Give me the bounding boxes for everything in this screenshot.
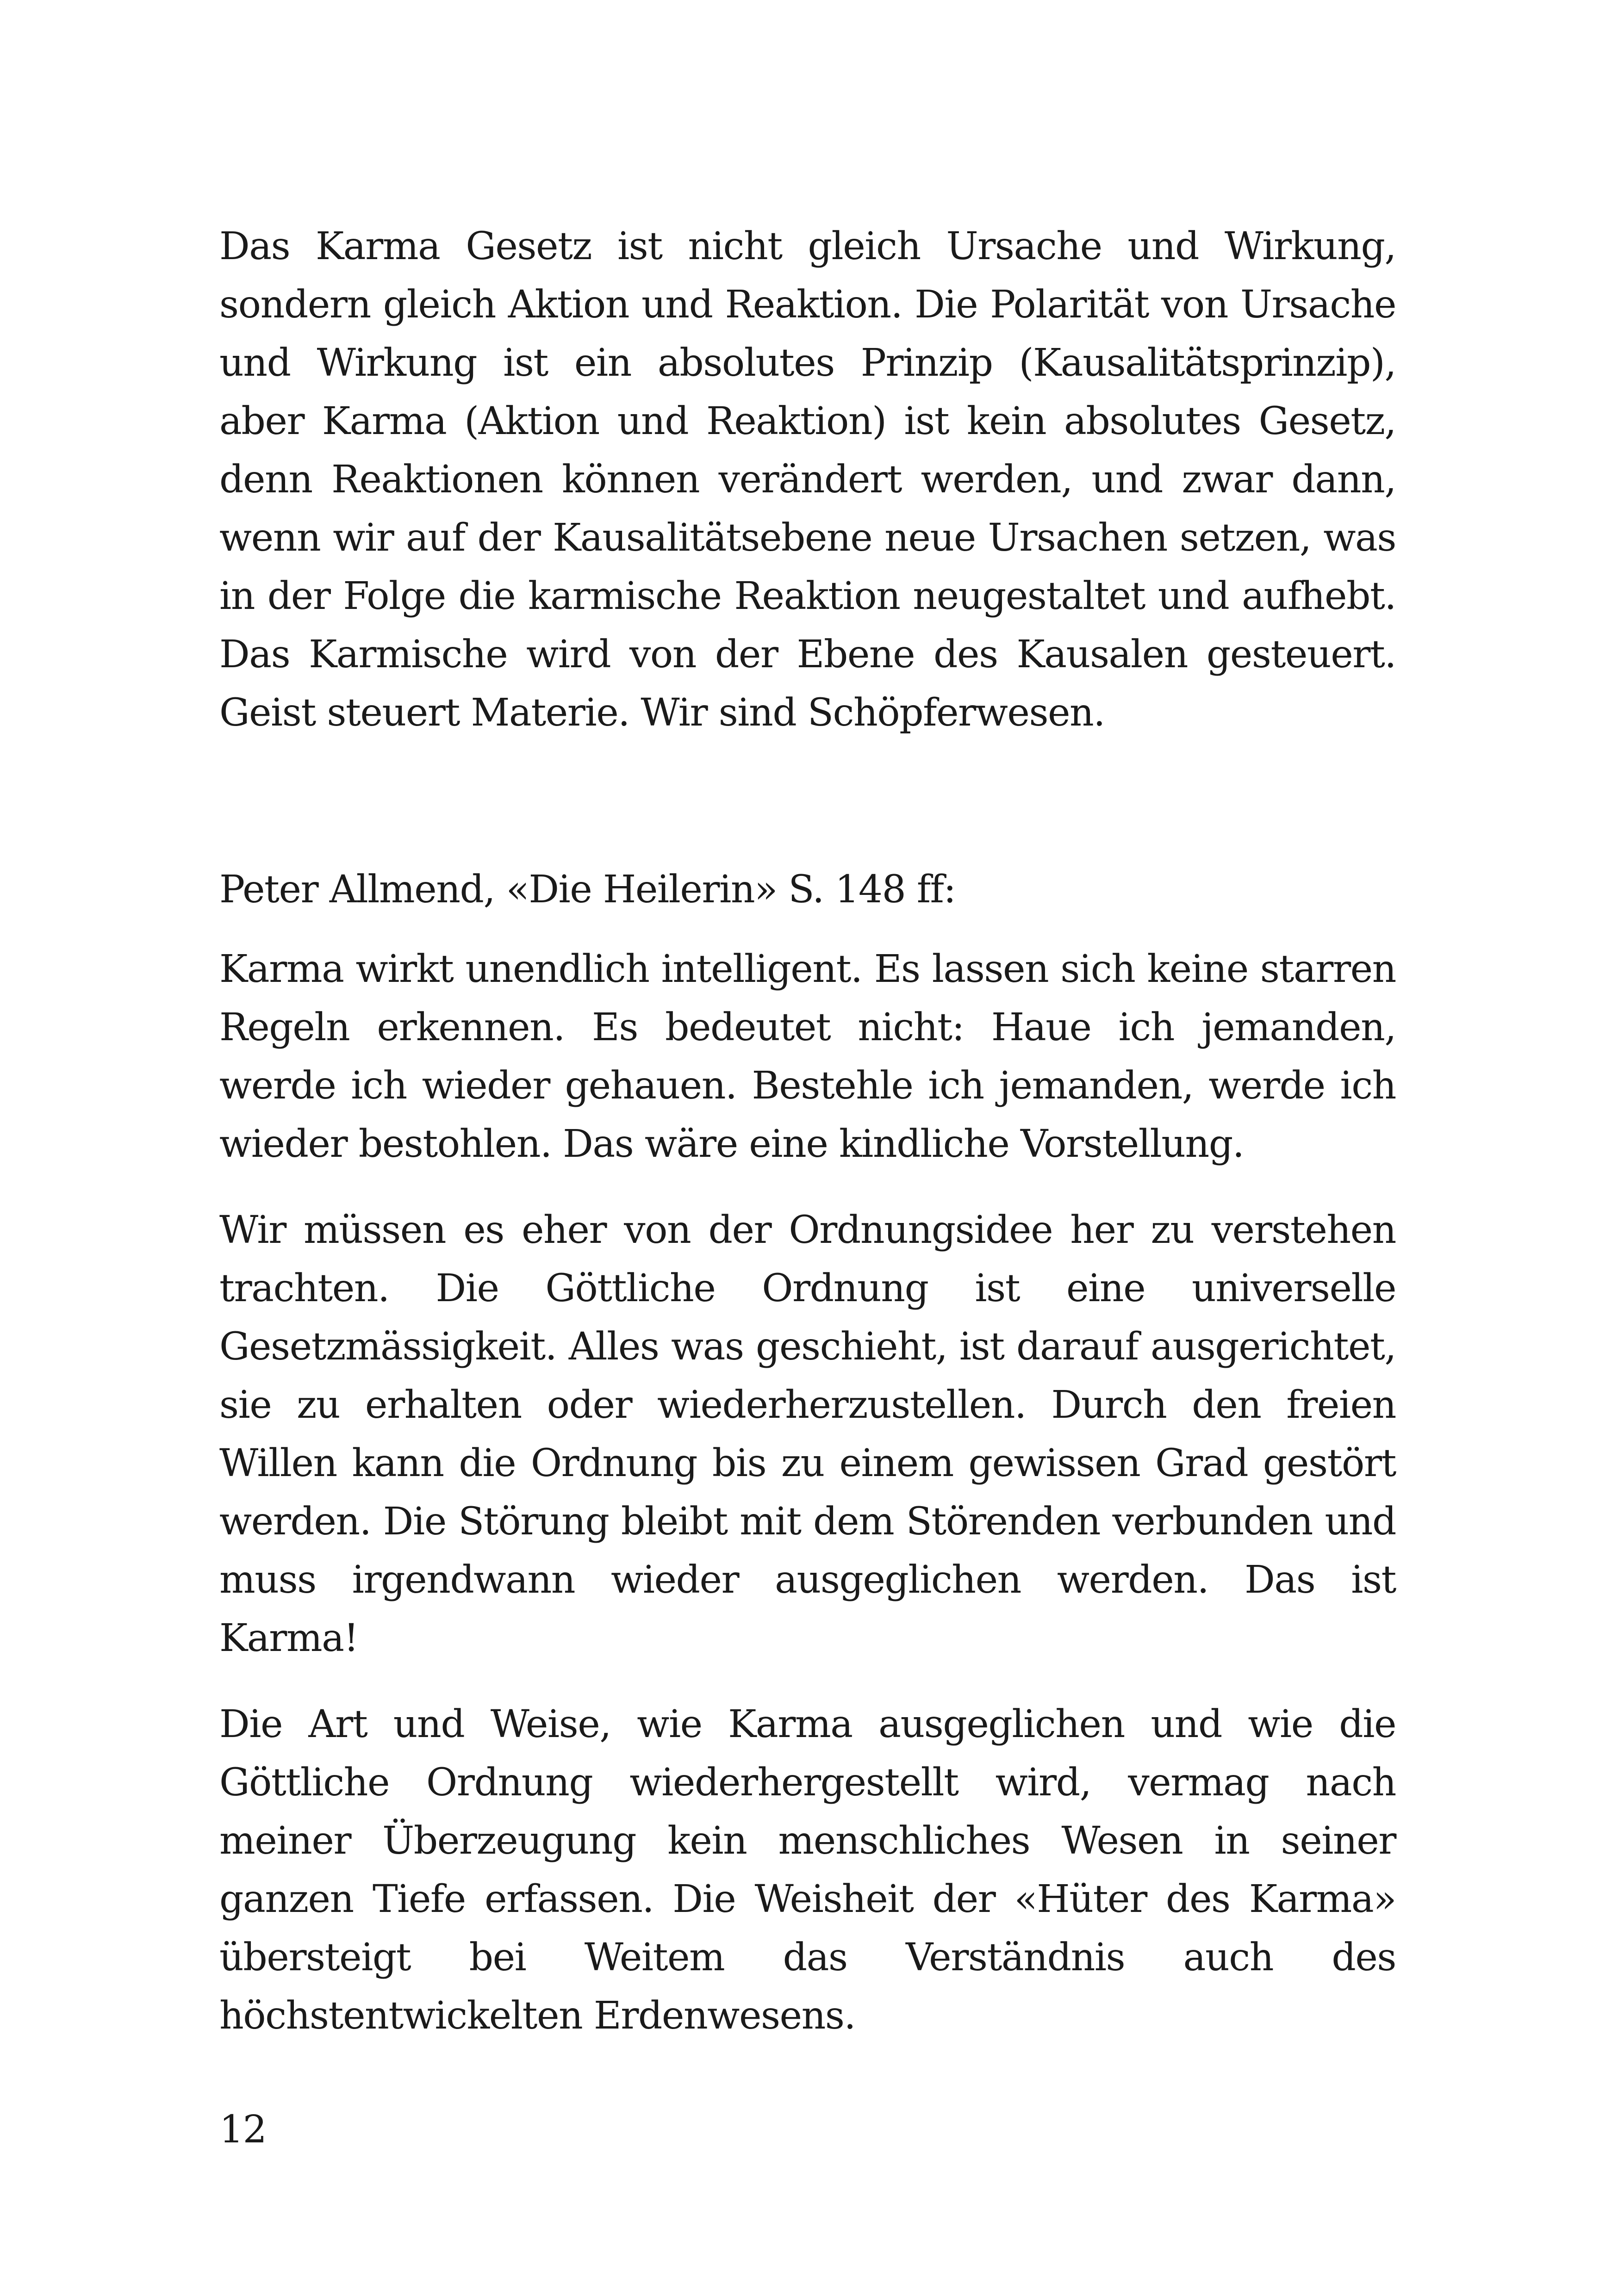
- page-number: 12: [219, 2108, 267, 2152]
- quote-paragraph: Die Art und Weise, wie Karma ausgeglichen und wie die Göttliche Ordnung wiederhergestellt wird, vermag nach meiner Überzeugung kein menschliches Wesen in seiner ganzen Tiefe erfassen. Die Weisheit der «Hüter des Karma» übersteigt bei Weitem das Verständnis auch des höchstentwickelten Erdenwesens.: [219, 1702, 1396, 2038]
- citation-section: [219, 861, 1396, 919]
- intro-paragraph: Das Karma Gesetz ist nicht gleich Ursache und Wirkung, sondern gleich Aktion und Reaktion. Die Polarität von Ursache und Wirkung ist ein absolutes Prinzip (Kausalitätsprinzip), aber Karma (Aktion und Reaktion) ist kein absolutes Gesetz, denn Reaktionen können verändert werden, und zwar dann, wenn wir auf der Kausalitätsebene neue Ursachen setzen, was in der Folge die karmische Reaktion neugestaltet und aufhebt. Das Karmische wird von der Ebene des Kausalen gesteuert. Geist steuert Materie. Wir sind Schöpferwesen.: [219, 224, 1396, 735]
- citation-line: Peter Allmend, «Die Heilerin» S. 148 ff:: [219, 868, 956, 912]
- quote-paragraph: Wir müssen es eher von der Ordnungsidee her zu verstehen trachten. Die Göttliche Ordnung ist eine universelle Gesetzmässigkeit. Alles was geschieht, ist darauf ausgerichtet, sie zu erhalten oder wiederherzustellen. Durch den freien Willen kann die Ordnung bis zu einem gewissen Grad gestört werden. Die Störung bleibt mit dem Störenden verbunden und muss irgendwann wieder ausgeglichen werden. Das ist Karma!: [219, 1208, 1396, 1660]
- intro-section: [219, 217, 1396, 742]
- quote-section: [219, 940, 1396, 2045]
- quote-paragraph: Karma wirkt unendlich intelligent. Es lassen sich keine starren Regeln erkennen. Es bedeutet nicht: Haue ich jemanden, werde ich wieder gehauen. Bestehle ich jemanden, werde ich wieder bestohlen. Das wäre eine kindliche Vorstellung.: [219, 947, 1396, 1166]
